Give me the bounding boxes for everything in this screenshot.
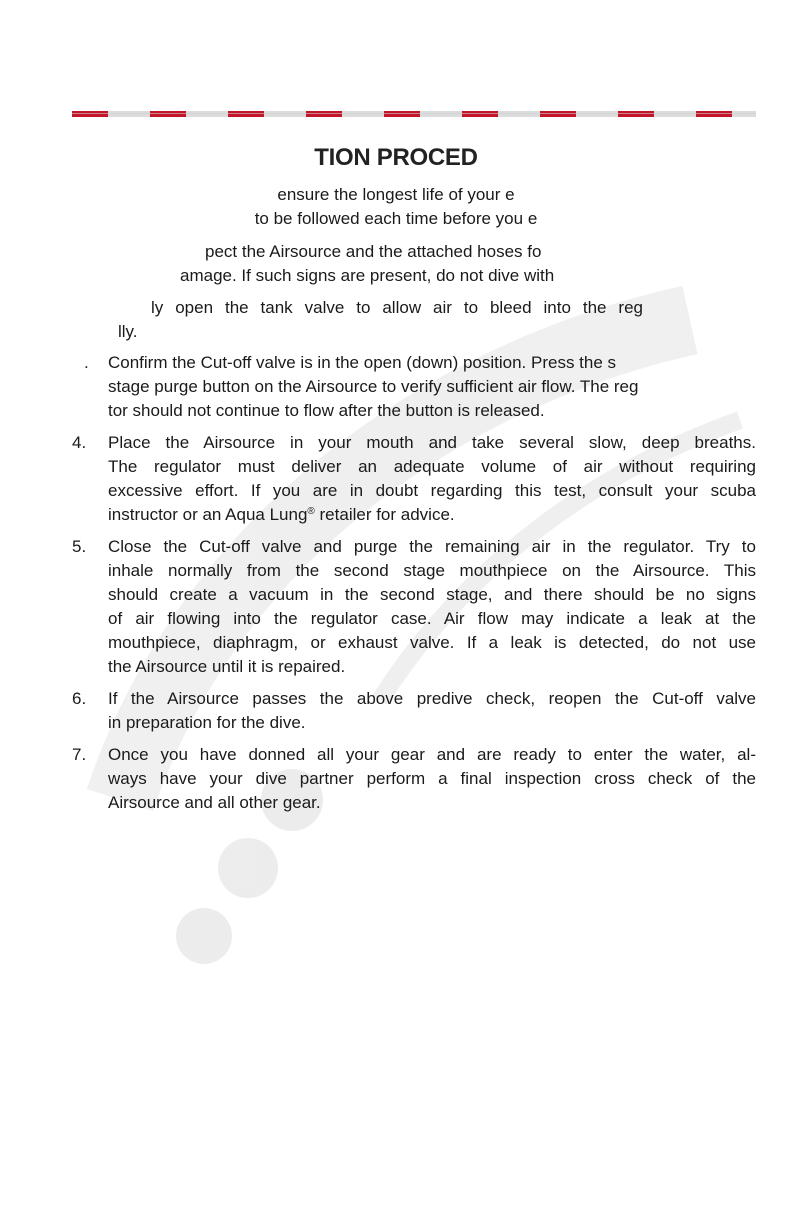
text-line	[108, 503, 756, 527]
list-item	[72, 687, 756, 735]
list-item	[72, 743, 756, 815]
text-line: stage purge button on the Airsource to verify sufficient air flow. The reg	[108, 377, 639, 396]
text-line: mouthpiece, diaphragm, or exhaust valve. If a leak is detected, do not use	[108, 633, 756, 652]
list-item-text	[108, 687, 756, 735]
list-item	[72, 431, 756, 527]
text-line: ways have your dive partner perform a final inspection cross check of the	[108, 769, 756, 788]
text-fragment: retailer for advice.	[314, 505, 455, 524]
page-title: TION PROCED	[314, 144, 478, 171]
text-line: tor should not continue to flow after the button is released.	[108, 401, 545, 420]
text-line: Confirm the Cut-off valve is in the open (down) position. Press the s	[108, 353, 617, 372]
list-item-text	[108, 431, 756, 527]
text-line: Once you have donned all your gear and are ready to enter the water, al-	[108, 745, 756, 764]
text-line: Airsource and all other gear.	[108, 793, 321, 812]
text-fragment: instructor or an Aqua Lung	[108, 505, 308, 524]
text-line: the Airsource until it is repaired.	[108, 657, 346, 676]
list-item-text	[108, 743, 756, 815]
item1-fragment-line: pect the Airsource and the attached hoses fo	[205, 242, 542, 261]
text-line: Close the Cut-off valve and purge the remaining air in the regulator. Try to	[108, 537, 756, 556]
intro-line: to be followed each time before you e	[254, 209, 538, 228]
list-item-number: 6.	[72, 689, 87, 708]
text-line: of air flowing into the regulator case. Air flow may indicate a leak at the	[108, 609, 756, 628]
list-item-text	[108, 351, 756, 423]
text-line: should create a vacuum in the second stage, and there should be no signs	[108, 585, 756, 604]
list-item	[72, 351, 756, 423]
text-line: Place the Airsource in your mouth and take several slow, deep breaths.	[108, 433, 756, 452]
list-item	[72, 535, 756, 679]
text-line: inhale normally from the second stage mouthpiece on the Airsource. This	[108, 561, 756, 580]
list-item-number: 7.	[72, 745, 87, 764]
list-item-text	[108, 535, 756, 679]
list-item-number: 4.	[72, 433, 87, 452]
watermark-dot	[176, 908, 232, 964]
text-line: The regulator must deliver an adequate volume of air without requiring	[108, 457, 756, 476]
header-dashed-rule	[72, 111, 756, 117]
item2-fragment-line: ly open the tank valve to allow air to bleed into the reg	[151, 298, 643, 317]
item1-fragment-line: amage. If such signs are present, do not dive with	[180, 266, 555, 285]
item2-fragment-line: lly.	[118, 322, 138, 341]
intro-line: ensure the longest life of your e	[277, 185, 515, 204]
text-line: in preparation for the dive.	[108, 713, 306, 732]
list-item-number: 5.	[72, 537, 87, 556]
watermark-dot	[218, 838, 278, 898]
registered-mark: ®	[307, 506, 315, 517]
list-item-number: .	[84, 353, 89, 372]
text-line: excessive effort. If you are in doubt regarding this test, consult your scuba	[108, 481, 756, 500]
text-line: If the Airsource passes the above predive check, reopen the Cut-off valve	[108, 689, 756, 708]
